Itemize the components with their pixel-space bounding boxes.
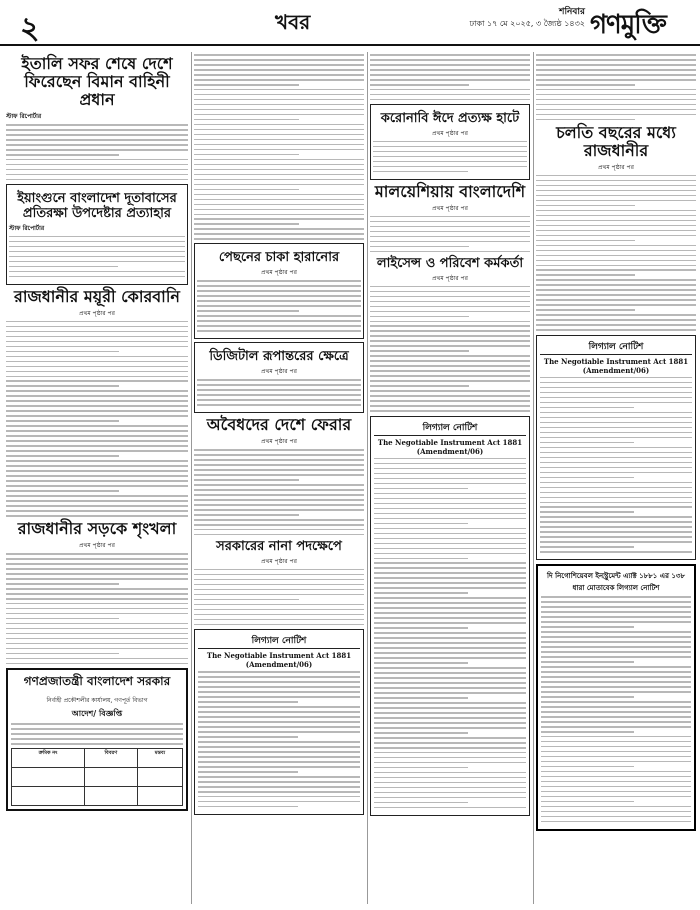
article-mayuri — [6, 288, 188, 517]
article-headline: ইতালি সফর শেষে দেশে ফিরেছেন বিমান বাহিনী প্রধান — [21, 54, 173, 109]
column-1 — [6, 52, 188, 904]
article-byline: স্টাফ রিপোর্টার — [6, 113, 42, 120]
notice-label: লিগ্যাল নোটিশ — [374, 420, 526, 436]
article-return-home — [194, 416, 364, 535]
legal-notice — [536, 335, 696, 560]
article-body — [6, 553, 188, 664]
notice-body — [540, 377, 692, 553]
ad-subtitle: নির্বাহী প্রকৌশলীর কার্যালয়, গণপূর্ত বিভাগ — [46, 697, 148, 705]
article-headline: মালয়েশিয়ায় বাংলাদেশি — [374, 181, 526, 201]
continuation-label: প্রথম পৃষ্ঠার পর — [432, 274, 468, 282]
article-byline: স্টাফ রিপোর্টার — [9, 224, 45, 232]
article-body — [194, 54, 364, 240]
article-body — [9, 236, 185, 277]
continuation-label: প্রথম পৃষ্ঠার পর — [261, 269, 297, 277]
article-headline: করোনাবি ঈদে প্রত্যক্ষ হাটে — [380, 110, 520, 126]
masthead — [0, 0, 700, 46]
continuation-label: প্রথম পৃষ্ঠার পর — [432, 129, 468, 137]
article-rear-wheel — [194, 243, 364, 339]
article-body — [6, 124, 188, 180]
government-ad — [6, 668, 188, 811]
article-road-discipline — [6, 520, 188, 664]
date-block — [455, 6, 585, 30]
notice-act: The Negotiable Instrument Act 1881 (Amendment/06) — [377, 437, 523, 456]
column-3 — [370, 52, 530, 904]
article-body — [536, 175, 696, 331]
article-body — [370, 286, 530, 412]
ad-title: গণপ্রজাতন্ত্রী বাংলাদেশ সরকার — [23, 674, 171, 689]
ad-table — [11, 748, 183, 806]
table-header: বিবরণ — [84, 749, 137, 768]
legal-notice — [194, 629, 364, 815]
legal-notice — [370, 416, 530, 816]
article-body — [197, 379, 361, 406]
article-govt-steps — [194, 539, 364, 625]
continuation-label: প্রথম পৃষ্ঠার পর — [261, 438, 297, 446]
column-4 — [536, 52, 696, 904]
article-headline: পেছনের চাকা হারানোর — [218, 250, 340, 266]
notice-label: লিগ্যাল নোটিশ — [198, 633, 360, 649]
continuation-label: প্রথম পৃষ্ঠার পর — [432, 204, 468, 212]
notice-body — [198, 671, 360, 807]
article-headline: সরকারের নানা পদক্ষেপে — [216, 538, 342, 554]
notice-act: The Negotiable Instrument Act 1881 (Amendment/06) — [206, 651, 352, 670]
column-2 — [194, 52, 364, 904]
article-headline: ইয়াংগুনে বাংলাদেশ দূতাবাসের প্রতিরক্ষা উপদেষ্টার প্রত্যাহার — [17, 190, 177, 221]
issue-date: ঢাকা ১৭ মে ২০২৫, ৩ জ্যৈষ্ঠ ১৪৩২ — [469, 19, 585, 28]
table-header: মন্তব্য — [137, 749, 182, 768]
article-body — [373, 141, 527, 173]
article-body — [370, 54, 530, 100]
notice-banner-title: দি নিগোশিয়েবল ইনস্ট্রুমেন্ট এ্যাক্ট ১৮৮১ এর ১৩৮ ধারা মোতাবেক লিগ্যাল নোটিশ — [546, 571, 686, 593]
continuation-label: প্রথম পৃষ্ঠার পর — [261, 368, 297, 376]
continuation-label: প্রথম পৃষ্ঠার পর — [261, 557, 297, 565]
article-body — [370, 216, 530, 252]
article-cattle-market — [370, 104, 530, 180]
notice-label: লিগ্যাল নোটিশ — [540, 339, 692, 355]
article-body — [194, 449, 364, 535]
weekday: শনিবার — [559, 7, 585, 17]
article-body — [194, 569, 364, 625]
legal-notice-banner — [536, 564, 696, 830]
page-number: ২ — [20, 11, 40, 46]
notice-body — [374, 458, 526, 809]
article-headline: ডিজিটাল রূপান্তরের ক্ষেত্রে — [209, 349, 349, 365]
brand-logo: গণমুক্তি — [590, 10, 666, 40]
article-headline: চলতি বছরের মধ্যে রাজধানীর — [556, 122, 676, 160]
article-digital — [194, 342, 364, 413]
article-headline: রাজধানীর সড়কে শৃংখলা — [17, 519, 177, 539]
article-yangon-embassy — [6, 184, 188, 285]
article-headline: রাজধানীর ময়ূরী কোরবানি — [14, 286, 180, 306]
article-capital-this-year — [536, 124, 696, 331]
continuation-label: প্রথম পৃষ্ঠার পর — [79, 309, 115, 317]
article-malaysia — [370, 183, 530, 252]
article-license-officer — [370, 256, 530, 412]
table-header: ক্রমিক নং — [12, 749, 85, 768]
ad-label: আদেশ/ বিজ্ঞপ্তি — [71, 708, 123, 719]
continuation-label: প্রথম পৃষ্ঠার পর — [79, 542, 115, 550]
notice-body — [541, 596, 691, 822]
table-row — [12, 787, 183, 806]
table-row — [12, 768, 183, 787]
article-body — [6, 321, 188, 517]
article-body — [197, 280, 361, 331]
continuation-label: প্রথম পৃষ্ঠার পর — [598, 163, 634, 171]
article-headline: লাইসেন্স ও পরিবেশ কর্মকর্তা — [376, 255, 524, 271]
notice-act: The Negotiable Instrument Act 1881 (Amendment/06) — [543, 356, 689, 375]
article-air-chief — [6, 55, 188, 180]
column-rule — [533, 52, 534, 904]
section-title: খবর — [275, 10, 311, 34]
ad-body — [11, 723, 183, 745]
column-rule — [367, 52, 368, 904]
article-body — [536, 54, 696, 120]
column-rule — [191, 52, 192, 904]
article-headline: অবৈধদের দেশে ফেরার — [206, 415, 352, 435]
